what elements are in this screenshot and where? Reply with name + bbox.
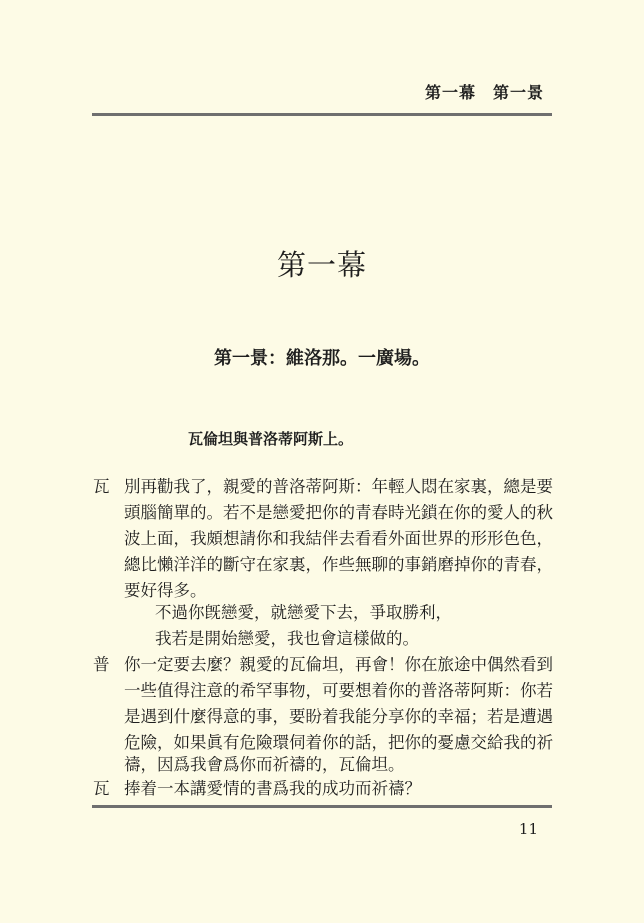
- dialogue-line: 頭腦簡單的。若不是戀愛把你的青春時光鎖在你的愛人的秋: [124, 503, 553, 522]
- speaker-label: 普: [93, 655, 110, 674]
- scene-title: 第一景：維洛那。一廣場。: [214, 348, 430, 369]
- dialogue-line: 一些值得注意的希罕事物，可要想着你的普洛蒂阿斯：你若: [124, 681, 553, 700]
- dialogue-line: 總比懶洋洋的斷守在家裏，作些無聊的事銷磨掉你的青春，: [124, 555, 553, 574]
- dialogue-line: 危險，如果眞有危險環伺着你的話，把你的憂慮交給我的祈: [124, 733, 553, 752]
- stage-direction: 瓦倫坦與普洛蒂阿斯上。: [188, 430, 354, 448]
- speaker-label: 瓦: [93, 779, 110, 798]
- footer-rule: [92, 805, 552, 808]
- dialogue-line: 禱，因爲我會爲你而祈禱的，瓦倫坦。: [124, 755, 405, 774]
- dialogue-line: 你一定要去麼？親愛的瓦倫坦，再會！你在旅途中偶然看到: [124, 655, 553, 674]
- act-title: 第一幕: [276, 248, 367, 282]
- dialogue-line: 是遇到什麼得意的事，要盼着我能分享你的幸福；若是遭遇: [124, 707, 553, 726]
- header-rule: [92, 113, 552, 116]
- dialogue-line: 捧着一本講愛情的書爲我的成功而祈禱？: [124, 779, 421, 798]
- verse-line: 不過你旣戀愛，就戀愛下去，爭取勝利，: [155, 603, 452, 622]
- dialogue-line: 波上面，我頗想請你和我結伴去看看外面世界的形形色色，: [124, 529, 553, 548]
- verse-line: 我若是開始戀愛，我也會這樣做的。: [155, 629, 419, 648]
- speaker-label: 瓦: [93, 477, 110, 496]
- running-head: 第一幕 第一景: [424, 83, 544, 102]
- dialogue-line: 別再勸我了，親愛的普洛蒂阿斯：年輕人悶在家裏，總是要: [124, 477, 553, 496]
- dialogue-line: 要好得多。: [124, 581, 207, 600]
- page-number: 11: [518, 820, 538, 838]
